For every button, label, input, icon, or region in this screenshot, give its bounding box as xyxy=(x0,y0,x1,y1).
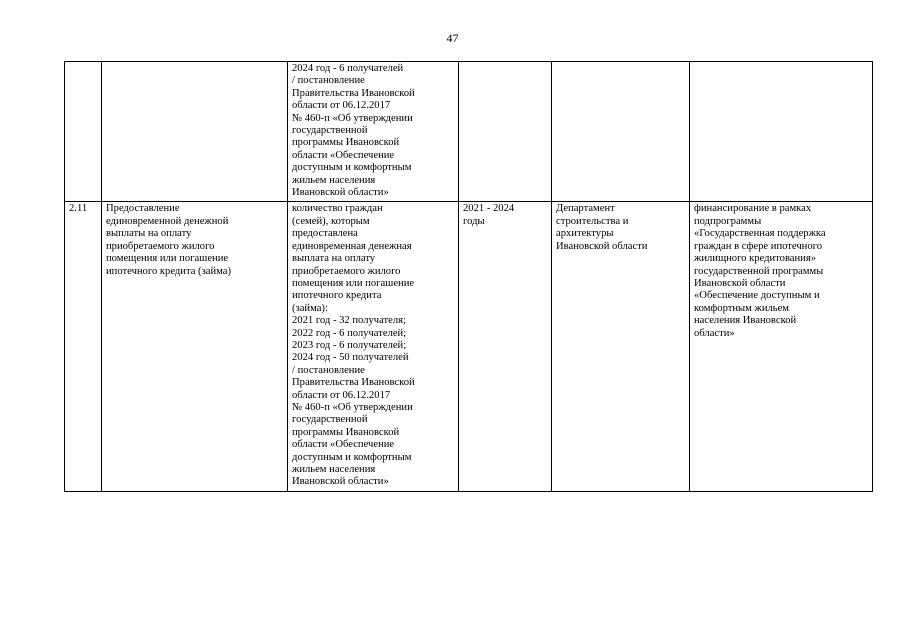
period-cell: 2021 - 2024 годы xyxy=(459,202,552,491)
row-number-cell xyxy=(65,62,102,202)
executor-cell xyxy=(552,62,690,202)
measure-name-cell xyxy=(102,62,288,202)
table-row xyxy=(65,202,873,491)
indicator-cell: количество граждан (семей), которым предоставлена единовременная денежная выплата на оплату приобретаемого жилого помещения или погашение ипотечного кредита (займа): 2021 год - 32 получателя; 2022 год - 6 получателей; 2023 год - 6 получателей; 2024 год - 50 получателей / постановление Правительства Ивановской области от 06.12.2017 № 460-п «Об утверждении государственной программы Ивановской области «Обеспечение доступным и комфортным жильем населения Ивановской области» xyxy=(288,202,459,491)
funding-cell: финансирование в рамках подпрограммы «Государственная поддержка граждан в сфере ипотечного жилищного кредитования» государственной программы Ивановской области «Обеспечение доступным и комфортным жильем населения Ивановской области» xyxy=(690,202,873,491)
page-number: 47 xyxy=(446,31,459,45)
table-row xyxy=(65,62,873,202)
executor-cell: Департамент строительства и архитектуры Ивановской области xyxy=(552,202,690,491)
measures-table xyxy=(64,61,873,492)
row-number-cell: 2.11 xyxy=(65,202,102,491)
indicator-cell: 2024 год - 6 получателей / постановление Правительства Ивановской области от 06.12.2017 № 460-п «Об утверждении государственной программы Ивановской области «Обеспечение доступным и комфортным жильем населения Ивановской области» xyxy=(288,62,459,202)
measure-name-cell: Предоставление единовременной денежной выплаты на оплату приобретаемого жилого помещения или погашение ипотечного кредита (займа) xyxy=(102,202,288,491)
funding-cell xyxy=(690,62,873,202)
period-cell xyxy=(459,62,552,202)
